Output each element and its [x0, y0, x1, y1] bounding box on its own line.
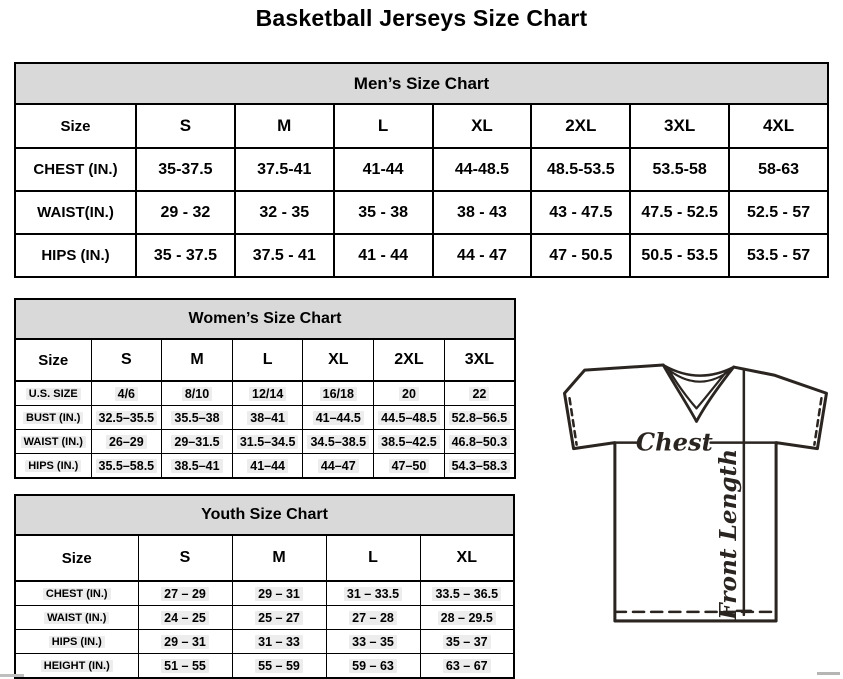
size-value: 44.5–48.5 [374, 406, 445, 430]
table-row [15, 191, 828, 234]
size-value: 41–44 [232, 454, 303, 479]
table-row [15, 581, 514, 606]
table-row [15, 606, 514, 630]
size-value: 41–44.5 [303, 406, 374, 430]
row-label: WAIST (IN.) [15, 606, 138, 630]
mens-size-chart-table [14, 62, 829, 278]
womens-size-chart-table [14, 298, 516, 479]
size-value: 35.5–58.5 [91, 454, 162, 479]
col-header: M [232, 535, 326, 581]
row-label: CHEST (IN.) [15, 581, 138, 606]
size-value: 31 – 33.5 [326, 581, 420, 606]
table-row [15, 630, 514, 654]
size-value: 35-37.5 [136, 148, 235, 191]
size-value: 44 - 47 [433, 234, 532, 277]
col-header: M [162, 339, 233, 381]
size-value: 53.5-58 [630, 148, 729, 191]
size-value: 46.8–50.3 [444, 430, 515, 454]
col-header: Size [15, 535, 138, 581]
col-header: XL [303, 339, 374, 381]
size-value: 29 - 32 [136, 191, 235, 234]
size-value: 35 - 37.5 [136, 234, 235, 277]
size-value: 48.5-53.5 [531, 148, 630, 191]
col-header: XL [420, 535, 514, 581]
col-header: 3XL [444, 339, 515, 381]
row-label: WAIST (IN.) [15, 430, 91, 454]
col-header: 3XL [630, 104, 729, 148]
size-value: 37.5 - 41 [235, 234, 334, 277]
youth-size-chart-table [14, 494, 515, 679]
size-value: 27 – 28 [326, 606, 420, 630]
row-label: HEIGHT (IN.) [15, 654, 138, 679]
size-value: 59 – 63 [326, 654, 420, 679]
row-label: BUST (IN.) [15, 406, 91, 430]
size-value: 51 – 55 [138, 654, 232, 679]
jersey-diagram-svg [560, 360, 835, 628]
table-row [15, 234, 828, 277]
size-value: 35 - 38 [334, 191, 433, 234]
size-value: 31.5–34.5 [232, 430, 303, 454]
youth-table-title: Youth Size Chart [15, 495, 514, 535]
size-value: 33.5 – 36.5 [420, 581, 514, 606]
size-value: 58-63 [729, 148, 828, 191]
page-title: Basketball Jerseys Size Chart [255, 5, 588, 31]
size-value: 38.5–42.5 [374, 430, 445, 454]
size-value: 25 – 27 [232, 606, 326, 630]
col-header: 2XL [374, 339, 445, 381]
jersey-outline [565, 365, 827, 621]
size-value: 50.5 - 53.5 [630, 234, 729, 277]
col-header: L [326, 535, 420, 581]
size-value: 38–41 [232, 406, 303, 430]
col-header: L [334, 104, 433, 148]
table-row [15, 430, 515, 454]
size-value: 44–47 [303, 454, 374, 479]
size-value: 35.5–38 [162, 406, 233, 430]
size-value: 26–29 [91, 430, 162, 454]
size-value: 63 – 67 [420, 654, 514, 679]
size-value: 29 – 31 [138, 630, 232, 654]
size-value: 55 – 59 [232, 654, 326, 679]
womens-table-title: Women’s Size Chart [15, 299, 515, 339]
table-row [15, 454, 515, 479]
size-value: 27 – 29 [138, 581, 232, 606]
row-label: CHEST (IN.) [15, 148, 136, 191]
size-value: 22 [444, 381, 515, 406]
size-value: 54.3–58.3 [444, 454, 515, 479]
table-row [15, 381, 515, 406]
row-label: U.S. SIZE [15, 381, 91, 406]
row-label: HIPS (IN.) [15, 630, 138, 654]
size-value: 41-44 [334, 148, 433, 191]
size-value: 32 - 35 [235, 191, 334, 234]
col-header: M [235, 104, 334, 148]
col-header: Size [15, 339, 91, 381]
col-header: S [91, 339, 162, 381]
size-value: 24 – 25 [138, 606, 232, 630]
size-value: 20 [374, 381, 445, 406]
row-label: WAIST(IN.) [15, 191, 136, 234]
size-value: 52.8–56.5 [444, 406, 515, 430]
col-header: Size [15, 104, 136, 148]
size-value: 47 - 50.5 [531, 234, 630, 277]
size-value: 29–31.5 [162, 430, 233, 454]
horizontal-scrollbar-thumb[interactable] [817, 672, 840, 675]
col-header: L [232, 339, 303, 381]
mens-table-title: Men’s Size Chart [15, 63, 828, 104]
size-value: 38.5–41 [162, 454, 233, 479]
size-value: 16/18 [303, 381, 374, 406]
row-label: HIPS (IN.) [15, 454, 91, 479]
table-row [15, 148, 828, 191]
col-header: 4XL [729, 104, 828, 148]
size-value: 28 – 29.5 [420, 606, 514, 630]
size-value: 52.5 - 57 [729, 191, 828, 234]
size-value: 37.5-41 [235, 148, 334, 191]
col-header: S [136, 104, 235, 148]
size-value: 47–50 [374, 454, 445, 479]
front-length-label: Front Length [714, 448, 742, 620]
size-value: 43 - 47.5 [531, 191, 630, 234]
size-value: 12/14 [232, 381, 303, 406]
size-value: 29 – 31 [232, 581, 326, 606]
chest-label: Chest [635, 427, 713, 457]
jersey-measurement-diagram [560, 360, 835, 628]
col-header: S [138, 535, 232, 581]
size-value: 44-48.5 [433, 148, 532, 191]
size-value: 38 - 43 [433, 191, 532, 234]
size-value: 47.5 - 52.5 [630, 191, 729, 234]
size-value: 8/10 [162, 381, 233, 406]
size-value: 32.5–35.5 [91, 406, 162, 430]
col-header: 2XL [531, 104, 630, 148]
size-value: 35 – 37 [420, 630, 514, 654]
row-label: HIPS (IN.) [15, 234, 136, 277]
col-header: XL [433, 104, 532, 148]
table-row [15, 654, 514, 679]
size-value: 33 – 35 [326, 630, 420, 654]
size-value: 53.5 - 57 [729, 234, 828, 277]
horizontal-scrollbar-thumb[interactable] [0, 674, 24, 677]
size-value: 41 - 44 [334, 234, 433, 277]
table-row [15, 406, 515, 430]
size-value: 4/6 [91, 381, 162, 406]
size-value: 31 – 33 [232, 630, 326, 654]
size-value: 34.5–38.5 [303, 430, 374, 454]
